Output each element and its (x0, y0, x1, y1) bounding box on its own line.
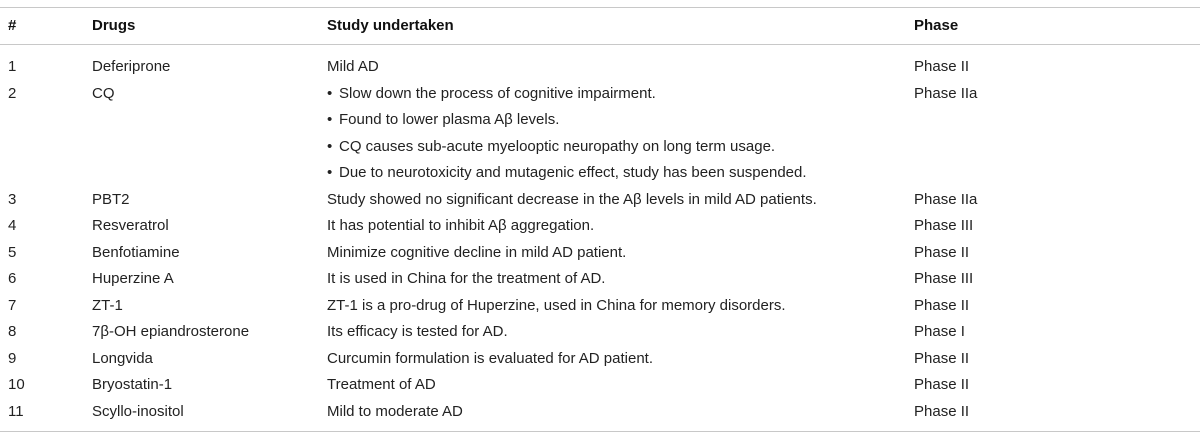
row-number: 11 (8, 402, 24, 420)
drug-name: Huperzine A (92, 270, 174, 287)
study-text: Curcumin formulation is evaluated for AD patient. (327, 349, 653, 367)
row-number: 2 (8, 84, 17, 102)
phase-text: Phase II (914, 349, 970, 367)
study-bullet-text: Found to lower plasma Aβ levels. (339, 111, 560, 128)
table-top-rule (0, 7, 1200, 8)
phase-text: Phase II (914, 243, 970, 261)
header-drugs: Drugs (92, 17, 136, 34)
drug-name: Longvida (92, 349, 153, 367)
study-bullet-text: CQ causes sub-acute myelooptic neuropathy on long term usage. (339, 137, 776, 155)
row-number: 9 (8, 349, 17, 367)
drug-name: PBT2 (92, 190, 130, 208)
row-number: 10 (8, 376, 25, 393)
study-text: Its efficacy is tested for AD. (327, 323, 508, 340)
study-text: Mild AD (327, 58, 379, 75)
phase-text: Phase II (914, 402, 970, 420)
bullet-icon: • (327, 164, 333, 181)
bullet-icon: • (327, 84, 333, 102)
study-text: Mild to moderate AD (327, 402, 463, 420)
row-number: 8 (8, 323, 17, 340)
study-bullet-item (327, 81, 656, 108)
header-study: Study undertaken (327, 17, 454, 34)
drug-name: Bryostatin-1 (92, 376, 173, 393)
drug-name: Deferiprone (92, 58, 171, 75)
bullet-icon: • (327, 111, 333, 128)
drug-name: Scyllo-inositol (92, 402, 184, 420)
study-bullet-item (327, 134, 775, 161)
row-number: 5 (8, 243, 17, 261)
drug-name: ZT-1 (92, 296, 123, 314)
phase-text: Phase III (914, 217, 974, 234)
header-phase: Phase (914, 17, 959, 34)
study-text: Treatment of AD (327, 376, 436, 393)
row-number: 3 (8, 190, 17, 208)
study-text: It has potential to inhibit Aβ aggregation. (327, 217, 595, 234)
phase-text: Phase II (914, 296, 970, 314)
phase-text: Phase IIa (914, 190, 978, 208)
drug-name: Benfotiamine (92, 243, 180, 261)
row-number: 6 (8, 270, 17, 287)
drug-name: CQ (92, 84, 115, 102)
study-bullet-item (327, 107, 559, 134)
table-bottom-rule (0, 431, 1200, 432)
study-bullet-item (327, 160, 807, 187)
study-bullet-text: Due to neurotoxicity and mutagenic effect, study has been suspended. (339, 164, 807, 181)
phase-text: Phase II (914, 58, 970, 75)
header-rule (0, 44, 1200, 45)
drug-name: Resveratrol (92, 217, 169, 234)
study-text: ZT-1 is a pro-drug of Huperzine, used in China for memory disorders. (327, 296, 786, 314)
phase-text: Phase IIa (914, 84, 978, 102)
header-number: # (8, 17, 17, 34)
row-number: 4 (8, 217, 17, 234)
study-text: It is used in China for the treatment of AD. (327, 270, 606, 287)
drug-name: 7β-OH epiandrosterone (92, 323, 250, 340)
phase-text: Phase II (914, 376, 970, 393)
study-text: Minimize cognitive decline in mild AD patient. (327, 243, 627, 261)
bullet-icon: • (327, 137, 333, 155)
study-bullet-text: Slow down the process of cognitive impairment. (339, 84, 656, 102)
row-number: 1 (8, 58, 17, 75)
phase-text: Phase I (914, 323, 965, 340)
row-number: 7 (8, 296, 17, 314)
phase-text: Phase III (914, 270, 974, 287)
study-text: Study showed no significant decrease in the Aβ levels in mild AD patients. (327, 190, 817, 208)
